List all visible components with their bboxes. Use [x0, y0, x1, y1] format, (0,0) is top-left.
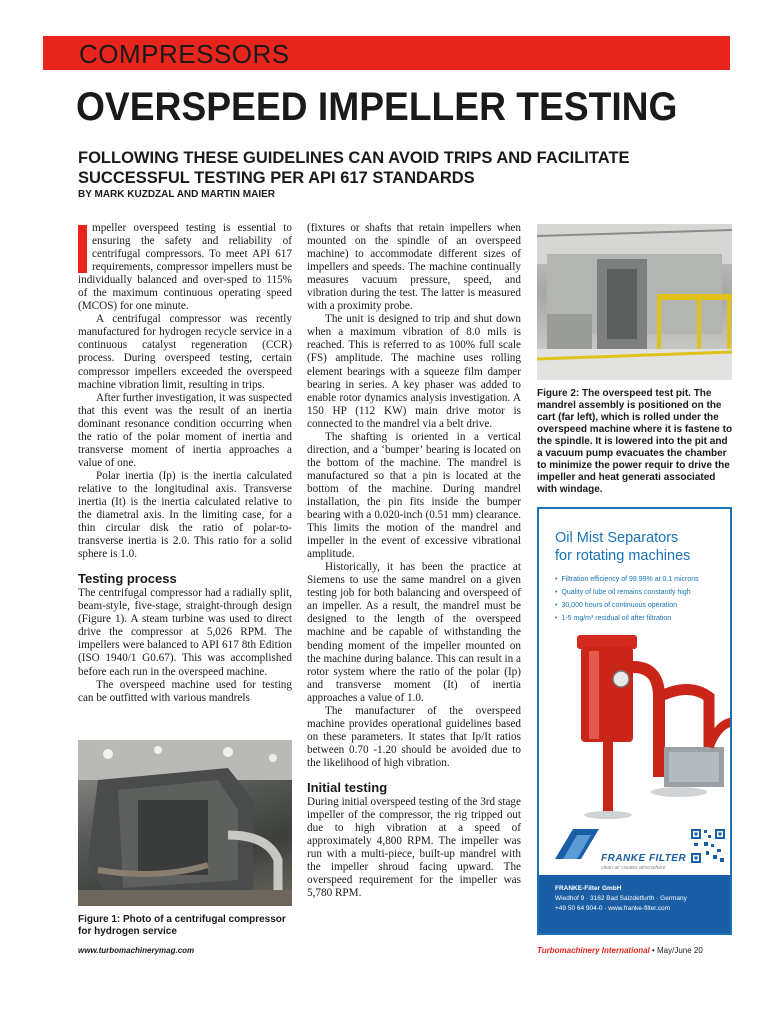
- list-item: • Quality of lube oil remains constantly high: [555, 586, 699, 599]
- article-headline: OVERSPEED IMPELLER TESTING: [76, 85, 678, 129]
- figure-2-test-pit-photo: [537, 224, 732, 380]
- section-heading-initial-testing: Initial testing: [307, 779, 388, 795]
- ad-logo-tagline: clean air creates atmosphere: [601, 865, 666, 871]
- paragraph: After further investigation, it was suspected that this event was the result of an inertia dominant resonance condition occurring when the ratio of the polar moment of inertia and transverse moment of inertia approaches a value of one.: [78, 391, 292, 469]
- footer-website-link[interactable]: www.turbomachinerymag.com: [78, 946, 195, 955]
- intro-paragraph: mpeller overspeed testing is essential to ensuring the safety and reliability of centrifugal compressors. To meet API 617 requirements, compressor impellers must be individually balanced and over-sped to 115% of the maximum continuous operating speed (MCOS) for one minute.: [78, 222, 292, 313]
- footer-issue-date: • May/June 20: [649, 946, 703, 955]
- ad-address: Wiedhof 9 · 3162 Bad Salzdetfurth · Germany: [555, 895, 687, 902]
- article-subhead: FOLLOWING THESE GUIDELINES CAN AVOID TRIPS AND FACILITATE SUCCESSFUL TESTING PER API 617 STANDARDS: [78, 149, 630, 187]
- paragraph: The shafting is oriented in a vertical direction, and a ‘bumper’ bearing is located on the bottom of the machine. The mandrel is manufactured so that a pin is located at the bottom of the machine. During mandrel installation, the pin fits inside the bumper bearing with a 0.020-inch (0.51 mm) clearance. This limits the motion of the mandrel and impeller in the event of excessive vibrational amplitude.: [307, 430, 521, 561]
- paragraph: The centrifugal compressor had a radially split, beam-style, five-stage, straight-through design (Figure 1). A steam turbine was used to direct drive the compressor at 5,026 RPM. The impellers were balanced to API 617 8th Edition (ISO 1940/1 G0.67). This was accomplished before each run in the overspeed machine.: [78, 587, 292, 678]
- article-column-2: [307, 222, 521, 900]
- section-heading-testing-process: Testing process: [78, 571, 177, 587]
- compressor-illustration: [78, 740, 292, 906]
- figure-1-compressor-photo: [78, 740, 292, 906]
- drop-cap-bar: [78, 225, 87, 273]
- section-label: COMPRESSORS: [79, 39, 290, 69]
- footer-magazine-issue: [537, 946, 737, 955]
- paragraph: Historically, it has been the practice at Siemens to use the same mandrel on a given testing job for both balancing and overspeed of an impeller. As a result, the mandrel must be designed to the length of the overspeed machine and be capable of withstanding the bending moment of the impeller mounted on the machine during balance. This can result in a rotor system where the ratio of the polar (Ip) and transverse moment (It) of inertia approaches a value of 1.0.: [307, 561, 521, 704]
- qr-code-icon[interactable]: [689, 827, 727, 865]
- paragraph: The unit is designed to trip and shut down when a maximum vibration of 8.0 mils is reached. This is referred to as 100% full scale (FS) amplitude. The machine uses rolling element bearings with a squeeze film damper bearing in series. A key phaser was added to enable rotor dynamics analysis investigation. A 150 HP (112 KW) main drive motor is connected to the mandrel via a belt drive.: [307, 313, 521, 430]
- figure-1-caption: Figure 1: Photo of a centrifugal compressor for hydrogen service: [78, 914, 286, 937]
- ad-feature-list: [555, 573, 699, 625]
- footer-magazine-name: Turbomachinery International: [537, 946, 650, 955]
- list-item: • 1-5 mg/m³ residual oil after filtration: [555, 612, 699, 625]
- paragraph: During initial overspeed testing of the 3rd stage impeller of the compressor, the rig tripped out due to high vibration at a speed of approximately 4,800 RPM. The impeller was run with a multi-piece, built-up mandrel with the impeller shroud facing upward. The overspeed requirement for the impeller was 5,780 RPM.: [307, 795, 521, 900]
- figure-2-caption: Figure 2: The overspeed test pit. The mandrel assembly is positioned on the cart (far left), which is rolled under the overspeed machine where it is fastene to the spindle. It is lowered into the pit and a vacuum pump evacuates the chamber to minimize the power requir to drive the impeller and heat generati associated with windage.: [537, 388, 733, 495]
- paragraph: (fixtures or shafts that retain impellers when mounted on the spindle of an overspeed machine) to accommodate different sizes of impellers and speeds. The machine continually measures vacuum pressure, speed, and vibration during the test. The latter is measured with a proximity probe.: [307, 222, 521, 313]
- ad-company-name: FRANKE-Filter GmbH: [555, 885, 622, 892]
- oil-mist-separator-illustration: [559, 627, 732, 827]
- section-header-bar: [43, 36, 730, 70]
- paragraph: The overspeed machine used for testing can be outfitted with various mandrels: [78, 678, 292, 704]
- franke-filter-advertisement[interactable]: [537, 507, 732, 935]
- ad-title: Oil Mist Separators for rotating machines: [555, 530, 691, 564]
- test-pit-illustration: [537, 224, 732, 380]
- article-column-1: [78, 222, 292, 705]
- ad-contact[interactable]: +49 50 64 904-0 · www.franke-filter.com: [555, 905, 671, 912]
- list-item: • 30,000 hours of continuous operation: [555, 599, 699, 612]
- article-byline: BY MARK KUZDZAL AND MARTIN MAIER: [78, 189, 276, 200]
- paragraph: Polar inertia (Ip) is the inertia calculated relative to the longitudinal axis. Transverse inertia (It) is the inertia calculated relative to the diametral axis. In the limiting case, for a thin circular disk the ratio of polar-to-transverse inertia is 2.0. This ratio for a solid sphere is 1.0.: [78, 469, 292, 561]
- paragraph: The manufacturer of the overspeed machine provides operational guidelines based on these parameters. It states that Ip/It ratios between 0.70 -1.20 should be avoided due to the likelihood of high vibration.: [307, 704, 521, 769]
- ad-contact-footer: [539, 875, 730, 933]
- paragraph: A centrifugal compressor was recently manufactured for hydrogen recycle service in a continuous catalyst regeneration (CCR) process. During overspeed testing, certain compressor impellers exceeded the overspeed machine vibration limit, resulting in trips.: [78, 313, 292, 391]
- ad-logo-text: FRANKE FILTER: [601, 853, 687, 864]
- list-item: • Filtration efficiency of 99.99% at 0.1 microns: [555, 573, 699, 586]
- franke-logo-icon: [555, 829, 599, 859]
